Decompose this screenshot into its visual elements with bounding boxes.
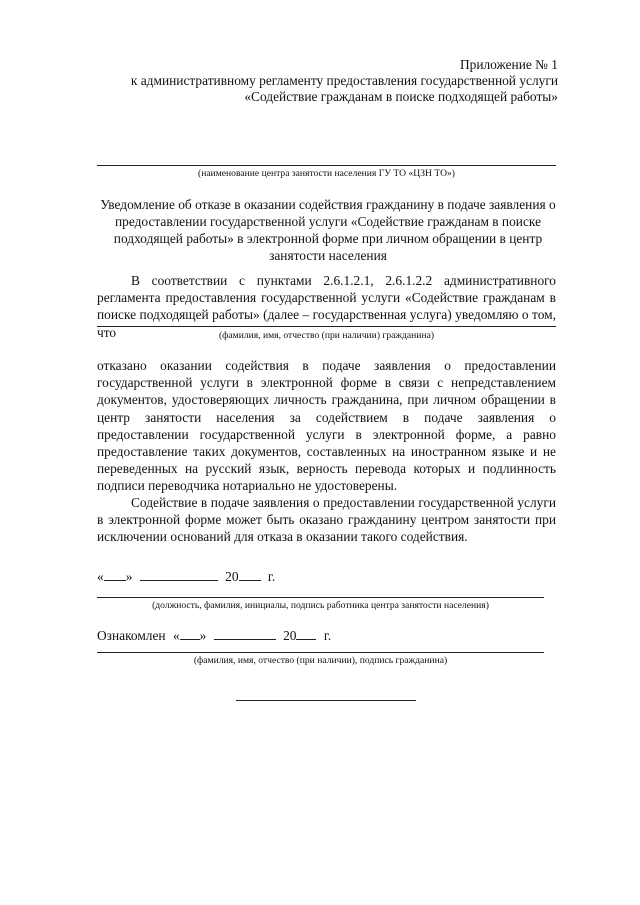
acq-month-blank bbox=[214, 627, 276, 640]
assistance-paragraph: Содействие в подаче заявления о предоставлении государственной услуги в электронной форме может быть оказано гражданину центром занятости при исключении оснований для отказа в оказании такого содействия. bbox=[97, 495, 556, 545]
year-prefix: 20 bbox=[225, 569, 239, 584]
citizen-signature-line bbox=[97, 652, 544, 653]
acquainted-label: Ознакомлен bbox=[97, 628, 166, 643]
refusal-paragraph: отказано оказании содействия в подаче заявления о предоставлении государственной услуги в электронной форме в связи с непредставлением документов, удостоверяющих личность гражданина, при личном обращении в центр занятости населения за содействием в подаче заявления о предоставлении государственной услуги в электронной форме, а равно предоставление таких документов, составленных на иностранном языке и не переведенных на русский язык, верность перевода которых и подлинность подписи переводчика нотариально не удостоверены. bbox=[97, 358, 556, 494]
month-blank bbox=[140, 568, 218, 581]
citizen-name-caption: (фамилия, имя, отчество (при наличии) гражданина) bbox=[218, 330, 435, 341]
official-signature-line bbox=[97, 597, 544, 598]
notice-title: Уведомление об отказе в оказании содействия гражданину в подаче заявления о предоставлении государственной услуги «Содействие гражданам в поиске подходящей работы» в электронной форме при личном обращении в центр занятости населения bbox=[100, 197, 556, 263]
day-blank bbox=[104, 568, 126, 581]
closing-separator bbox=[236, 700, 416, 701]
center-name-caption: (наименование центра занятости населения ГУ ТО «ЦЗН ТО») bbox=[198, 168, 455, 179]
center-name-line bbox=[97, 165, 556, 166]
citizen-name-line bbox=[97, 326, 556, 327]
acq-quote-close: » bbox=[199, 628, 207, 643]
date-quote-open: « bbox=[97, 569, 104, 584]
annex-service-name: «Содействие гражданам в поиске подходящей работы» bbox=[244, 89, 558, 104]
acq-year-blank bbox=[296, 627, 316, 640]
acquainted-line bbox=[97, 627, 331, 644]
date-line bbox=[97, 568, 275, 585]
official-signature-caption: (должность, фамилия, инициалы, подпись работника центра занятости населения) bbox=[152, 600, 489, 611]
citizen-signature-caption: (фамилия, имя, отчество (при наличии), подпись гражданина) bbox=[193, 655, 448, 666]
year-suffix: г. bbox=[267, 569, 276, 584]
acq-year-suffix: г. bbox=[323, 628, 332, 643]
date-quote-close: » bbox=[125, 569, 133, 584]
acq-day-blank bbox=[180, 627, 200, 640]
acq-year-prefix: 20 bbox=[283, 628, 297, 643]
intro-paragraph: В соответствии с пунктами 2.6.1.2.1, 2.6.1.2.2 административного регламента предоставления государственной услуги «Содействие гражданам в поиске подходящей работы» (далее – государственная услуга) уведомляю о том, что bbox=[97, 273, 556, 340]
annex-regulation-line: к административному регламенту предоставления государственной услуги bbox=[130, 73, 558, 88]
acq-quote-open: « bbox=[172, 628, 180, 643]
annex-number: Приложение № 1 bbox=[459, 57, 558, 72]
year-blank bbox=[239, 568, 261, 581]
